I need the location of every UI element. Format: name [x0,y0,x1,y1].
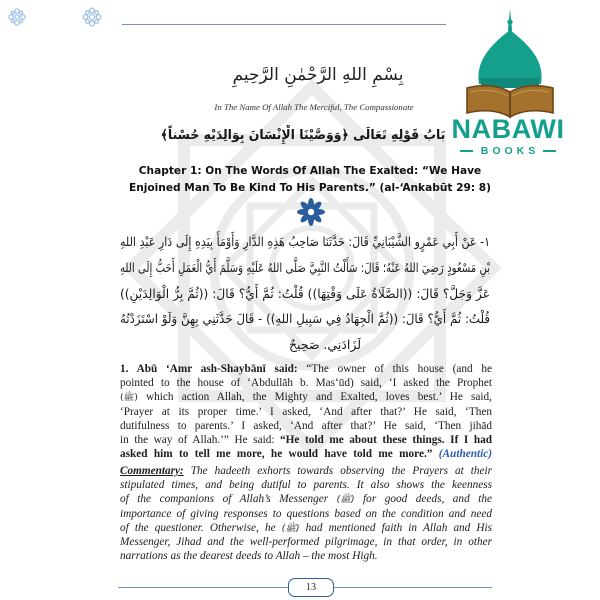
chapter-arabic-title-text: بَابُ قَوْلِهِ تَعَالَى ﴿وَوَصَّيْنَا الْإِنْسَانَ بِوَالِدَيْهِ حُسْناً﴾ [160,128,446,143]
hadith-english-fragment: in the way of Allah.’” He said: [120,433,275,446]
salutation-symbol: (ﷺ) [336,495,355,506]
page-number-frame [288,578,334,597]
commentary-fragment: of the questioner. Otherwise, he [120,521,276,534]
hadith-english-text [120,362,492,461]
hadith-english-emphasis: “He told me about these things. If I had [280,433,492,446]
commentary-line [120,521,492,535]
hadith-arabic-text [120,229,490,358]
hadith-english-line [120,447,492,461]
hadith-english-line [120,433,492,447]
hadith-arabic-line: عَزَّ وَجَلَّ؟ قَالَ: ((الصَّلَاةُ عَلَى وَقْتِهَا)) قُلْتُ: ثُمَّ أَيُّ؟ قَالَ: ((ثُمَّ بِرُّ الْوَالِدَيْنِ)) [120,285,490,301]
commentary-fragment: The hadeeth exhorts towards observing the Prayers at their [190,465,492,477]
bismillah-translation-text: In The Name Of Allah The Merciful, The Compassionate [214,102,414,112]
hadith-arabic-line: قُلْتُ: ثُمَّ أَيُّ؟ قَالَ: ((ثُمَّ الْجِهَادُ فِي سَبِيلِ اللهِ)) - قَالَ حَدَّثَنِي بِهِنَّ وَلَوْ اسْتَزَدْتُهُ [120,311,490,327]
hadith-english-line [120,362,492,376]
hadith-arabic-line: لَزَادَنِي. صَحِيحٌ [288,337,362,353]
bismillah-calligraphy [228,62,408,88]
commentary-text [120,464,492,563]
commentary-line [120,492,492,506]
flower-ornament-icon [7,7,27,27]
commentary-line: importance of giving responses to questions based on the condition and need [120,507,492,520]
tagline-rule [460,150,473,152]
hadith-english-fragment: “The owner of this house (and he [306,363,493,375]
salutation-symbol: (ﷺ) [281,523,300,534]
chapter-title-line: Chapter 1: On The Words Of Allah The Exalted: “We Have [138,165,482,177]
hadith-english-line [120,390,492,404]
commentary-fragment: had mentioned faith in Allah and His [305,521,493,534]
hadith-english-line: dutifulness to parents.’ I asked, ‘And after that?’ He said, ‘Then jihād [120,419,492,432]
hadith-english-line: ‘Prayer at its proper time.’ I asked, ‘And after that?’ He said, ‘Then [120,405,492,418]
commentary-line: narrations as the dearest deeds to Allah – the most High. [120,550,378,563]
nabawi-books-logo [446,0,600,163]
flower-ornament-icon [81,6,103,28]
hadith-narrator: 1. Abū ʻAmr ash-Shaybānī said: [120,363,298,375]
tagline-text: BOOKS [480,145,540,157]
brand-tagline [446,144,570,158]
hadith-english-emphasis: asked him to tell me more, he would have told me more.” [120,448,433,461]
hadith-grade-badge: (Authentic) [438,448,492,461]
commentary-line [120,464,492,478]
bismillah-translation [196,101,432,113]
rosette-ornament-icon [296,197,326,227]
commentary-line: stipulated times, and being dutiful to parents. It also shows the keenness [120,479,492,492]
chapter-title-line: Enjoined Man To Be Kind To His Parents.” (al-ʻAnkabūt 29: 8) [128,182,492,194]
chapter-arabic-title [160,125,446,147]
bismillah-text: بِسْمِ اللهِ الرَّحْمٰنِ الرَّحِيمِ [232,65,404,85]
commentary-fragment: for good deeds, and the [363,493,492,506]
hadith-arabic-line: بْنِ مَسْعُودٍ رَضِيَ اللهُ عَنْهُ؛ قَالَ: سَأَلْتُ النَّبِيَّ صَلَّى اللهُ عَلَيْهِ وَسَلَّمَ أَيُّ الْعَمَلِ أَحَبُّ إِلَى اللهِ [120,259,490,275]
hadith-arabic-line: ١- عَنْ أَبِي عَمْرٍو الشَّيْبَانِيِّ قَالَ: حَدَّثَنَا صَاحِبُ هَذِهِ الدَّارِ وَأَوْمَأَ بِيَدِهِ إِلَى دَارِ عَبْدِ اللهِ [120,234,490,249]
brand-name: NABAWI [451,114,565,144]
commentary-line: Messenger, Jihad and the well-performed pilgrimage, in that order, in other [120,535,492,548]
chapter-english-title [120,163,500,197]
mosque-dome-icon [446,0,576,92]
hadith-english-line: pointed to the house of ʻAbdullāh b. Masʻūd) said, ‘I asked the Prophet [120,377,492,390]
commentary-fragment: of the companions of Allah’s Messenger [120,493,329,506]
page-number: 13 [306,582,316,593]
tagline-rule [543,150,556,152]
salutation-symbol: (ﷺ) [120,393,138,404]
hadith-english-fragment: which action Allah, the Mighty and Exalted, loves best.’ He said, [146,391,492,404]
commentary-label: Commentary: [120,465,184,477]
top-rule [122,24,452,25]
